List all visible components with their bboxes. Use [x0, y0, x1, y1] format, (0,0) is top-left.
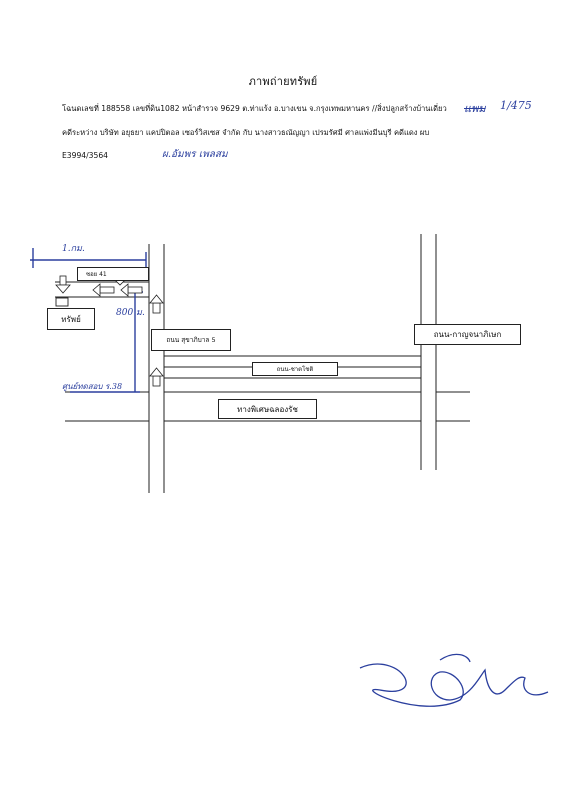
road-label-kanchanaphisek: ถนน-กาญจนาภิเษก [414, 324, 521, 345]
handwritten-landmark: ศูนย์ทดสอบ ร.38 [62, 382, 123, 391]
document-title: ภาพถ่ายทรัพย์ [248, 75, 318, 88]
road-label-sukhaphiban: ถนน สุขาภิบาล 5 [151, 329, 231, 351]
arrow-down-icon [56, 276, 70, 293]
signature-mark [360, 664, 548, 706]
house-icon [56, 298, 68, 306]
property-label: ทรัพย์ [47, 308, 95, 330]
case-number: E3994/3564 [62, 151, 109, 160]
deed-info-text: โฉนดเลขที่ 188558 เลขที่ดิน1082 หน้าสำรวจ 9629 ต.ท่าแร้ง อ.บางเขน จ.กรุงเทพมหานคร //สิ่งปลูกสร้างบ้านเดี่ยว [62, 104, 447, 113]
arrow-left-icon [93, 284, 114, 296]
handwritten-case-note: ผ.อัมพร เพลสม [162, 149, 228, 160]
arrow-left-icon [121, 284, 142, 296]
handwritten-distance-side: 800 ม. [116, 308, 145, 318]
road-label-chaturachot: ถนน-ชาตโชติ [252, 362, 338, 376]
handwritten-deed-number: 1/475 [500, 99, 532, 112]
handwritten-distance-top: 1.กม. [62, 244, 85, 254]
arrow-up-icon [150, 295, 163, 313]
soi-label: ซอย 41 [77, 267, 149, 281]
case-parties-line: คดีระหว่าง บริษัท อยุธยา แคปปิตอล เซอร์วิสเซส จำกัด กับ นางสาวธณัญญา เปรมรัศมี ศาลแพ่งมีนบุรี คดีแดง ผบ [62, 128, 430, 137]
signature-mark [440, 654, 470, 662]
handwritten-strike: แพม [464, 102, 486, 115]
road-label-expressway: ทางพิเศษฉลองรัช [218, 399, 317, 419]
arrow-up-icon [150, 368, 163, 386]
